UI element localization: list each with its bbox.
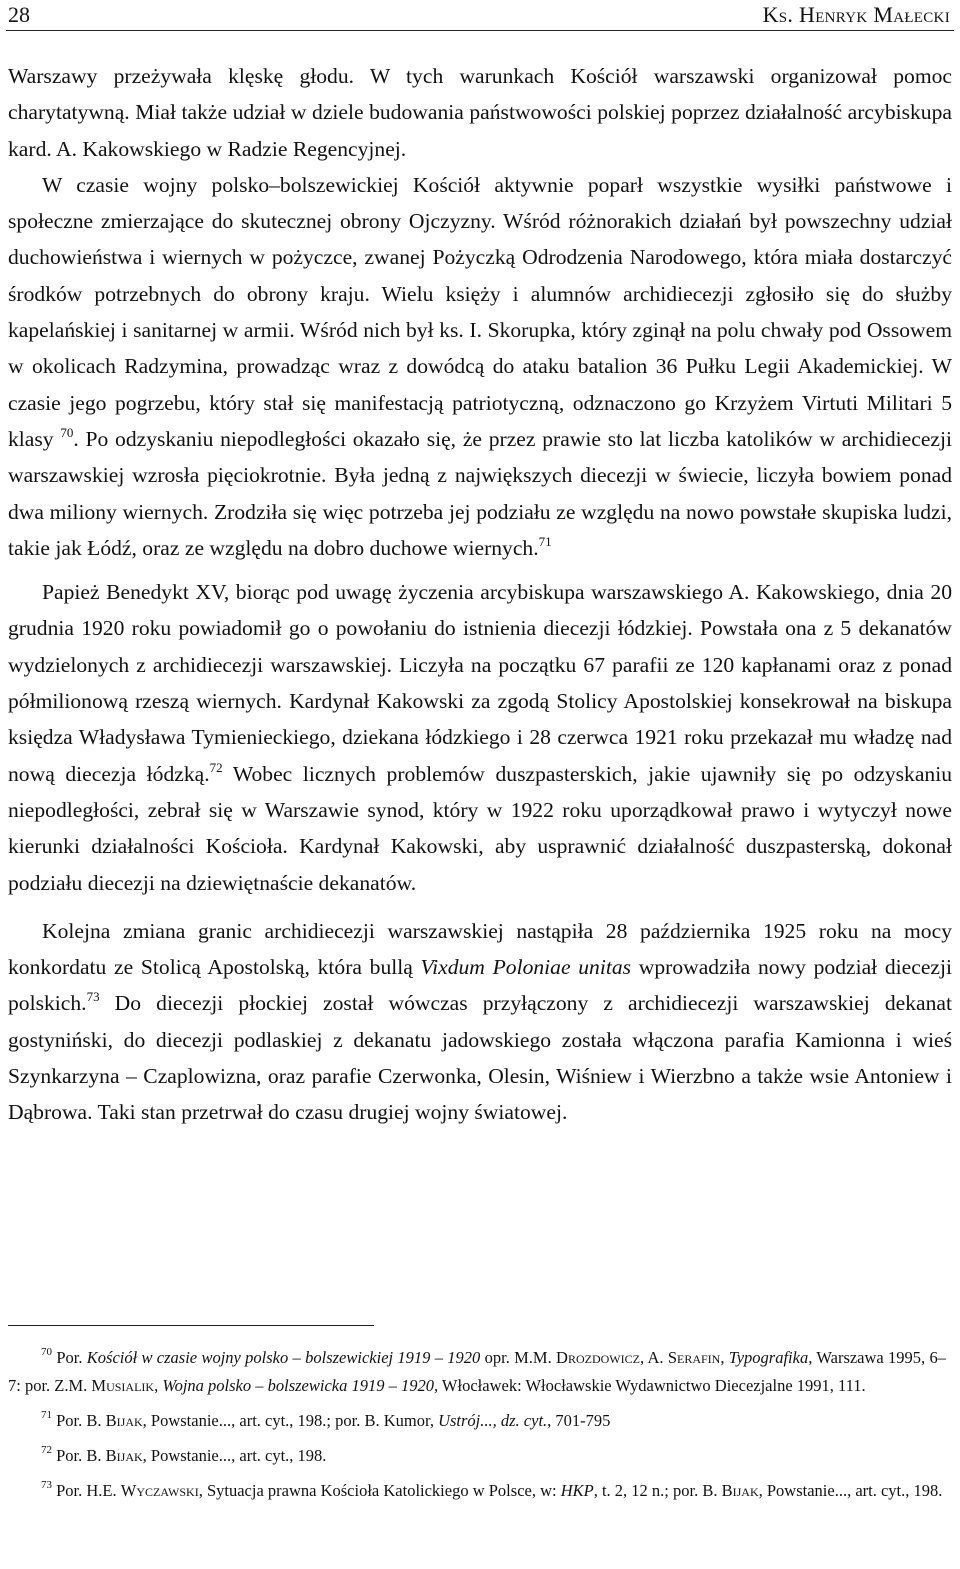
author-name: Wyczawski [120,1481,199,1500]
footnote-text: , Powstanie..., art. cyt., 198. [142,1446,327,1465]
bull-title: Vixdum Poloniae unitas [420,955,632,980]
main-text [8,58,952,1131]
footnote-number: 72 [41,1444,52,1456]
footnote-ref-70[interactable]: 70 [60,424,74,440]
author-name: Bijak [105,1446,143,1465]
paragraph-1 [8,58,952,167]
footnote-text: , A. [639,1348,668,1367]
footnote-text: , [720,1348,729,1367]
footnote-text: , w: [531,1481,561,1500]
footnote-text: Por. [56,1348,87,1367]
running-head: Ks. Henryk Małecki [762,2,950,27]
footnote-text: , t. 2, 12 n.; por. B. [593,1481,722,1500]
footnote-text: Por. H.E. [56,1481,121,1500]
paragraph-4-continued: Do diecezji płockiej został wówczas przyłączony z archidiecezji warszawskiej dekanat gostyniński, do diecezji podlaskiej z dekanatu jadowskiego została włączona parafia Kamionna i wieś Szynkarzyna – Czaplowizna, oraz parafie Czerwonka, Olesin, Wiśniew i Wierzbno a także wsie Antoniew i Dąbrowa. Taki stan przetrwał do czasu drugiej wojny światowej. [8,991,952,1125]
paragraph-3 [8,574,952,901]
footnote-text: , [154,1376,163,1395]
paragraph-4 [8,913,952,1131]
footnote-title: Typografika [728,1348,809,1367]
footnote-text: Włocławek: Włocławskie Wydawnictwo Diecezjalne 1991, 111. [438,1376,866,1395]
footnote-ref-73[interactable]: 73 [86,989,100,1005]
paragraph-2-continued: . Po odzyskaniu niepodległości okazało się, że przez prawie sto lat liczba katolików w archidiecezji warszawskiej wzrosła pięciokrotnie. Była jedną z największych diecezji w świecie, liczyła bowiem ponad dwa miliony wiernych. Zrodziła się więc potrzeba jej podziału ze względu na nowo powstałe skupiska ludzi, takie jak Łódź, oraz ze względu na dobro duchowe wiernych. [8,426,952,560]
footnote-number: 70 [41,1346,52,1358]
footnote-text: , 701-795 [547,1411,611,1430]
footnote-title: Kościół w czasie wojny polsko – bolszewickiej 1919 – 1920 [86,1348,481,1367]
footnote-72 [8,1442,946,1470]
page-number: 28 [8,2,30,27]
footnote-73 [8,1477,946,1505]
footnote-text: , Warszawa 1995, 6–7: por. Z.M. [8,1348,946,1395]
footnote-title: Wojna polsko – bolszewicka 1919 – 1920, [162,1376,439,1395]
footnote-number: 71 [41,1409,52,1421]
paragraph-3-continued: Wobec licznych problemów duszpasterskich, jakie ujawniły się po odzyskaniu niepodległości, zebrał się w Warszawie synod, który w 1922 roku uporządkował prawo i wytyczył nowe kierunki działalności Kościoła. Kardynał Kakowski, aby usprawnić działalność duszpasterską, dokonał podziału diecezji na dziewiętnaście dekanatów. [8,761,952,895]
paragraph-2-text: W czasie wojny polsko–bolszewickiej Kościół aktywnie poparł wszystkie wysiłki państwowe i społeczne zmierzające do skutecznej obrony Ojczyzny. Wśród różnorakich działań był powszechny udział duchowieństwa i wiernych w pożyczce, zwanej Pożyczką Odrodzenia Narodowego, która miała dostarczyć środków potrzebnych do obrony kraju. Wielu księży i alumnów archidiecezji zgłosiło się do służby kapelańskiej i sanitarnej w armii. Wśród nich był ks. I. Skorupka, który zginął na polu chwały pod Ossowem w okolicach Radzymina, prowadząc wraz z dowódcą do ataku batalion 36 Pułku Legii Akademickiej. W czasie jego pogrzebu, który stał się manifestacją patriotyczną, odznaczono go Krzyżem Virtuti Militari 5 klasy [8,172,952,451]
footnote-text: , Powstanie..., art. cyt., 198. [758,1481,943,1500]
paragraph-1-text: Warszawy przeżywała klęskę głodu. W tych warunkach Kościół warszawski organizował pomoc charytatywną. Miał także udział w dziele budowania państwowości polskiej poprzez działalność arcybiskupa kard. A. Kakowskiego w Radzie Regencyjnej. [8,64,952,161]
author-name: Musialik [91,1376,155,1395]
author-name: Bijak [721,1481,759,1500]
footnote-text: , Powstanie..., art. cyt., 198.; por. B. Kumor, [142,1411,439,1430]
footnote-text: , Sytuacja prawna Kościoła Katolickiego w Polsce [198,1481,532,1500]
footnote-text: Por. B. [56,1411,106,1430]
footnote-text: opr. M.M. [480,1348,557,1367]
paragraph-2 [8,167,952,566]
footnote-separator [8,1325,374,1326]
footnotes [8,1344,946,1512]
paragraph-3-text: Papież Benedykt XV, biorąc pod uwagę życzenia arcybiskupa warszawskiego A. Kakowskiego, dnia 20 grudnia 1920 roku powiadomił go o powołaniu do istnienia diecezji łódzkiej. Powstała ona z 5 dekanatów wydzielonych z archidiecezji warszawskiej. Liczyła na początku 67 parafii ze 120 kapłanami oraz z ponad półmilionową rzeszą wiernych. Kardynał Kakowski za zgodą Stolicy Apostolskiej konsekrował na biskupa księdza Władysława Tymienieckiego, dziekana łódzkiego i 28 czerwca 1921 roku przekazał mu władzę nad nową diecezja łódzką. [8,580,952,786]
footnote-text: Por. B. [56,1446,106,1465]
paragraph-4-mid: wprowadziła nowy podział diecezji polskich. [8,955,952,1016]
footnote-71 [8,1407,946,1435]
footnote-title: Ustrój..., dz. cyt. [438,1411,548,1430]
author-name: Serafin [667,1348,721,1367]
page-header [6,0,954,31]
author-name: Drozdowicz [556,1348,640,1367]
footnote-ref-72[interactable]: 72 [209,759,223,775]
paragraph-4-text: Kolejna zmiana granic archidiecezji warszawskiej nastąpiła 28 października 1925 roku na mocy konkordatu ze Stolicą Apostolską, która bullą [8,918,952,980]
footnote-70 [8,1344,946,1400]
footnote-number: 73 [41,1479,52,1491]
footnote-ref-71[interactable]: 71 [538,533,552,549]
author-name: Bijak [105,1411,143,1430]
footnote-title: HKP [560,1481,594,1500]
